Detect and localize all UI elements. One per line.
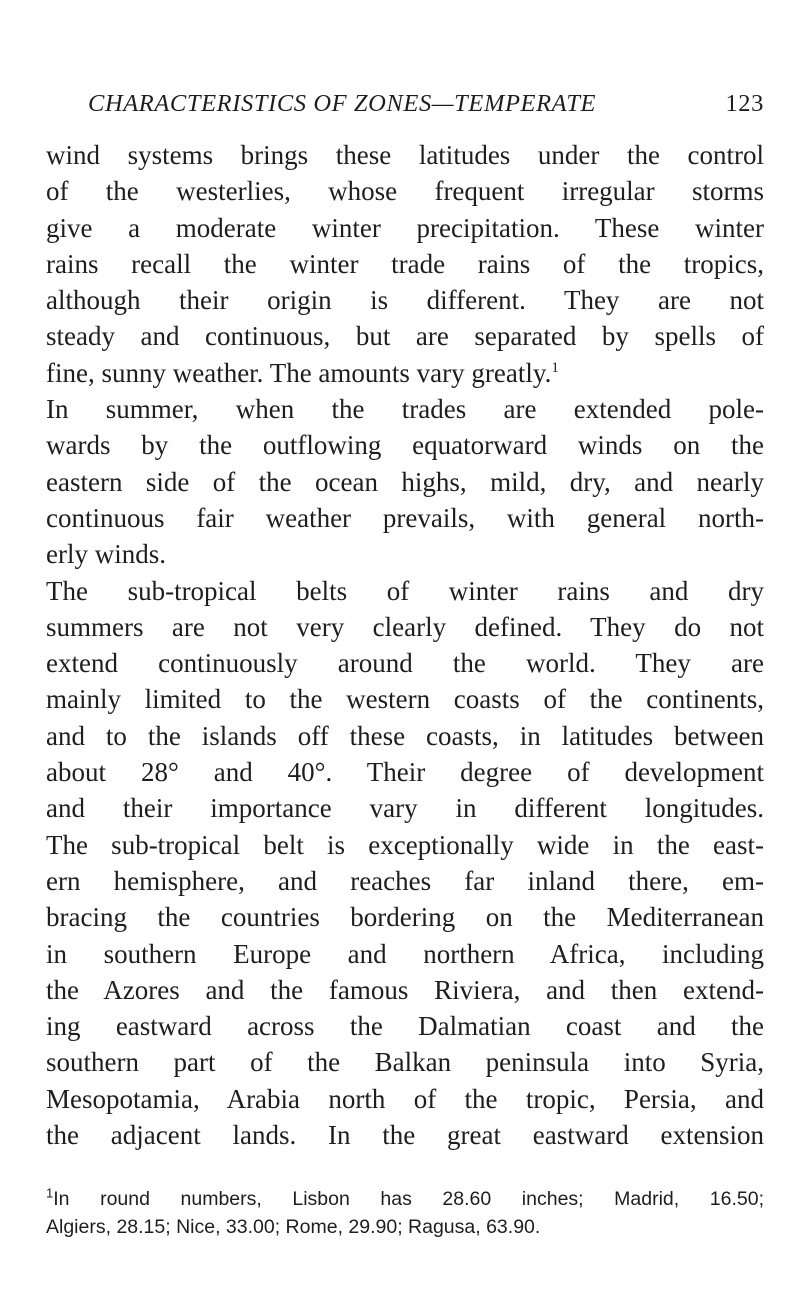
- running-head-title: CHARACTERISTICS OF ZONES—TEMPERATE: [88, 90, 597, 117]
- text-line: summers are not very clearly defined. They do not: [46, 611, 764, 642]
- text-line: In summer, when the trades are extended pole-: [46, 394, 764, 425]
- text-line: southern part of the Balkan peninsula into Syria,: [46, 1047, 764, 1078]
- text-line: bracing the countries bordering on the Mediterranean: [46, 902, 764, 933]
- footnote-reference[interactable]: 1: [551, 359, 559, 376]
- footnote: [46, 1185, 764, 1241]
- text-line: erly winds.: [46, 539, 166, 570]
- text-line: and to the islands off these coasts, in latitudes between: [46, 720, 764, 751]
- text-line: ing eastward across the Dalmatian coast and the: [46, 1011, 764, 1042]
- text-line: continuous fair weather prevails, with general north-: [46, 502, 764, 533]
- footnote-text: In round numbers, Lisbon has 28.60 inches; Madrid, 16.50;: [53, 1188, 764, 1210]
- book-page: [46, 0, 764, 1309]
- text-line: The sub-tropical belt is exceptionally wide in the east-: [46, 829, 764, 860]
- text-line: wards by the outflowing equatorward winds on the: [46, 430, 764, 461]
- footnote-line: Algiers, 28.15; Nice, 33.00; Rome, 29.90; Ragusa, 63.90.: [46, 1216, 541, 1238]
- text-line: steady and continuous, but are separated by spells of: [46, 321, 764, 352]
- text-line: extend continuously around the world. They are: [46, 648, 764, 679]
- running-head: [88, 90, 764, 126]
- text-line: the Azores and the famous Riviera, and then extend-: [46, 974, 764, 1005]
- text-line: in southern Europe and northern Africa, including: [46, 938, 764, 969]
- text-line: wind systems brings these latitudes under the control: [46, 140, 764, 170]
- text-line: eastern side of the ocean highs, mild, dry, and nearly: [46, 466, 764, 497]
- text-line: The sub-tropical belts of winter rains and dry: [46, 575, 764, 606]
- text-line: about 28° and 40°. Their degree of development: [46, 757, 764, 788]
- text-line: Mesopotamia, Arabia north of the tropic, Persia, and: [46, 1083, 764, 1114]
- footnote-marker: 1: [46, 1185, 54, 1201]
- page-number: 123: [725, 90, 764, 117]
- text-line: [46, 355, 764, 391]
- text-line: of the westerlies, whose frequent irregular storms: [46, 176, 764, 207]
- text-line-content: fine, sunny weather. The amounts vary greatly.: [46, 357, 552, 388]
- text-line: mainly limited to the western coasts of the continents,: [46, 684, 764, 715]
- text-line: rains recall the winter trade rains of the tropics,: [46, 248, 764, 279]
- footnote-line: [46, 1185, 764, 1213]
- text-line: ern hemisphere, and reaches far inland there, em-: [46, 865, 764, 896]
- text-line: the adjacent lands. In the great eastward extension: [46, 1120, 764, 1151]
- body-text: [46, 137, 764, 1153]
- text-line: and their importance vary in different longitudes.: [46, 793, 764, 824]
- text-line: give a moderate winter precipitation. These winter: [46, 212, 764, 243]
- text-line: although their origin is different. They are not: [46, 285, 764, 316]
